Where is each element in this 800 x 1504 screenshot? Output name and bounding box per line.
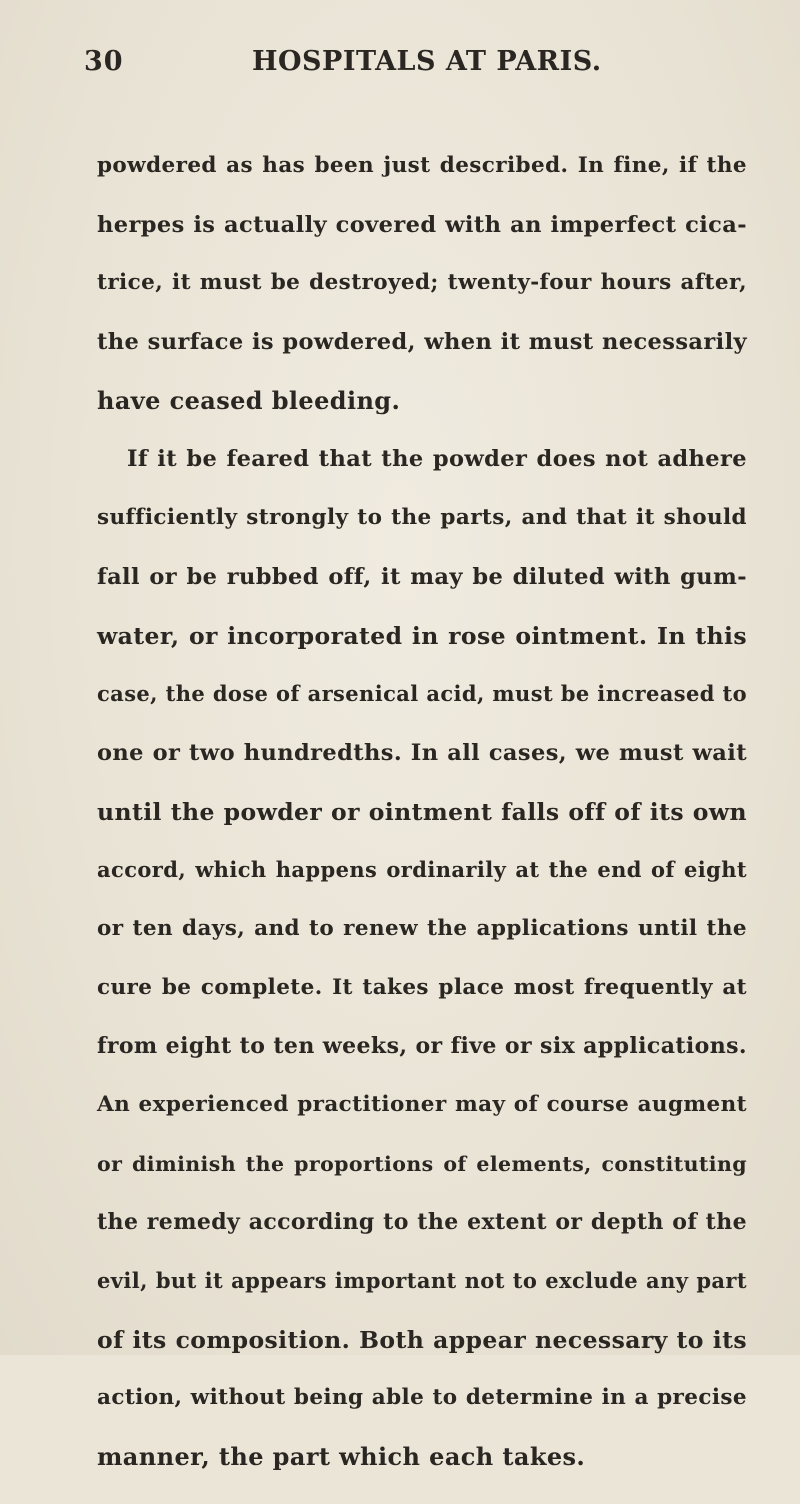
text-line: or diminish the proportions of elements, constituting bbox=[97, 1151, 747, 1176]
text-line: or ten days, and to renew the applications until the bbox=[97, 915, 747, 941]
text-line: accord, which happens ordinarily at the end of eight bbox=[97, 857, 747, 883]
text-line: cure be complete. It takes place most frequently at bbox=[97, 974, 747, 1000]
running-head bbox=[84, 46, 764, 86]
text-line: until the powder or ointment falls off of its own bbox=[97, 797, 747, 826]
text-line: manner, the part which each takes. bbox=[97, 1442, 586, 1472]
text-line: trice, it must be destroyed; twenty-four hours after, bbox=[97, 270, 747, 296]
text-line: one or two hundredths. In all cases, we must wait bbox=[97, 739, 747, 766]
text-line: sufficiently strongly to the parts, and that it should bbox=[97, 505, 747, 531]
text-line: If it be feared that the powder does not adhere bbox=[127, 446, 747, 473]
text-line: have ceased bleeding. bbox=[97, 385, 401, 415]
page-number: 30 bbox=[84, 46, 124, 77]
text-line: case, the dose of arsenical acid, must be increased to bbox=[97, 681, 748, 707]
text-line: evil, but it appears important not to exclude any part bbox=[97, 1268, 747, 1294]
text-line: An experienced practitioner may of course augment bbox=[97, 1092, 747, 1117]
text-line: the surface is powdered, when it must necessarily bbox=[97, 329, 747, 356]
text-line: from eight to ten weeks, or five or six applications. bbox=[97, 1033, 747, 1060]
text-line: fall or be rubbed off, it may be diluted with gum- bbox=[97, 563, 747, 590]
text-line: water, or incorporated in rose ointment. In this bbox=[97, 621, 747, 650]
text-line: powdered as has been just described. In fine, if the bbox=[97, 153, 747, 178]
text-line: of its composition. Both appear necessary to its bbox=[97, 1325, 747, 1354]
text-line: herpes is actually covered with an imperfect cica- bbox=[97, 211, 747, 238]
body-text bbox=[97, 154, 747, 1504]
text-line: action, without being able to determine in a precise bbox=[97, 1385, 747, 1411]
text-line: the remedy according to the extent or depth of the bbox=[97, 1209, 747, 1236]
running-title: HOSPITALS AT PARIS. bbox=[252, 46, 602, 77]
